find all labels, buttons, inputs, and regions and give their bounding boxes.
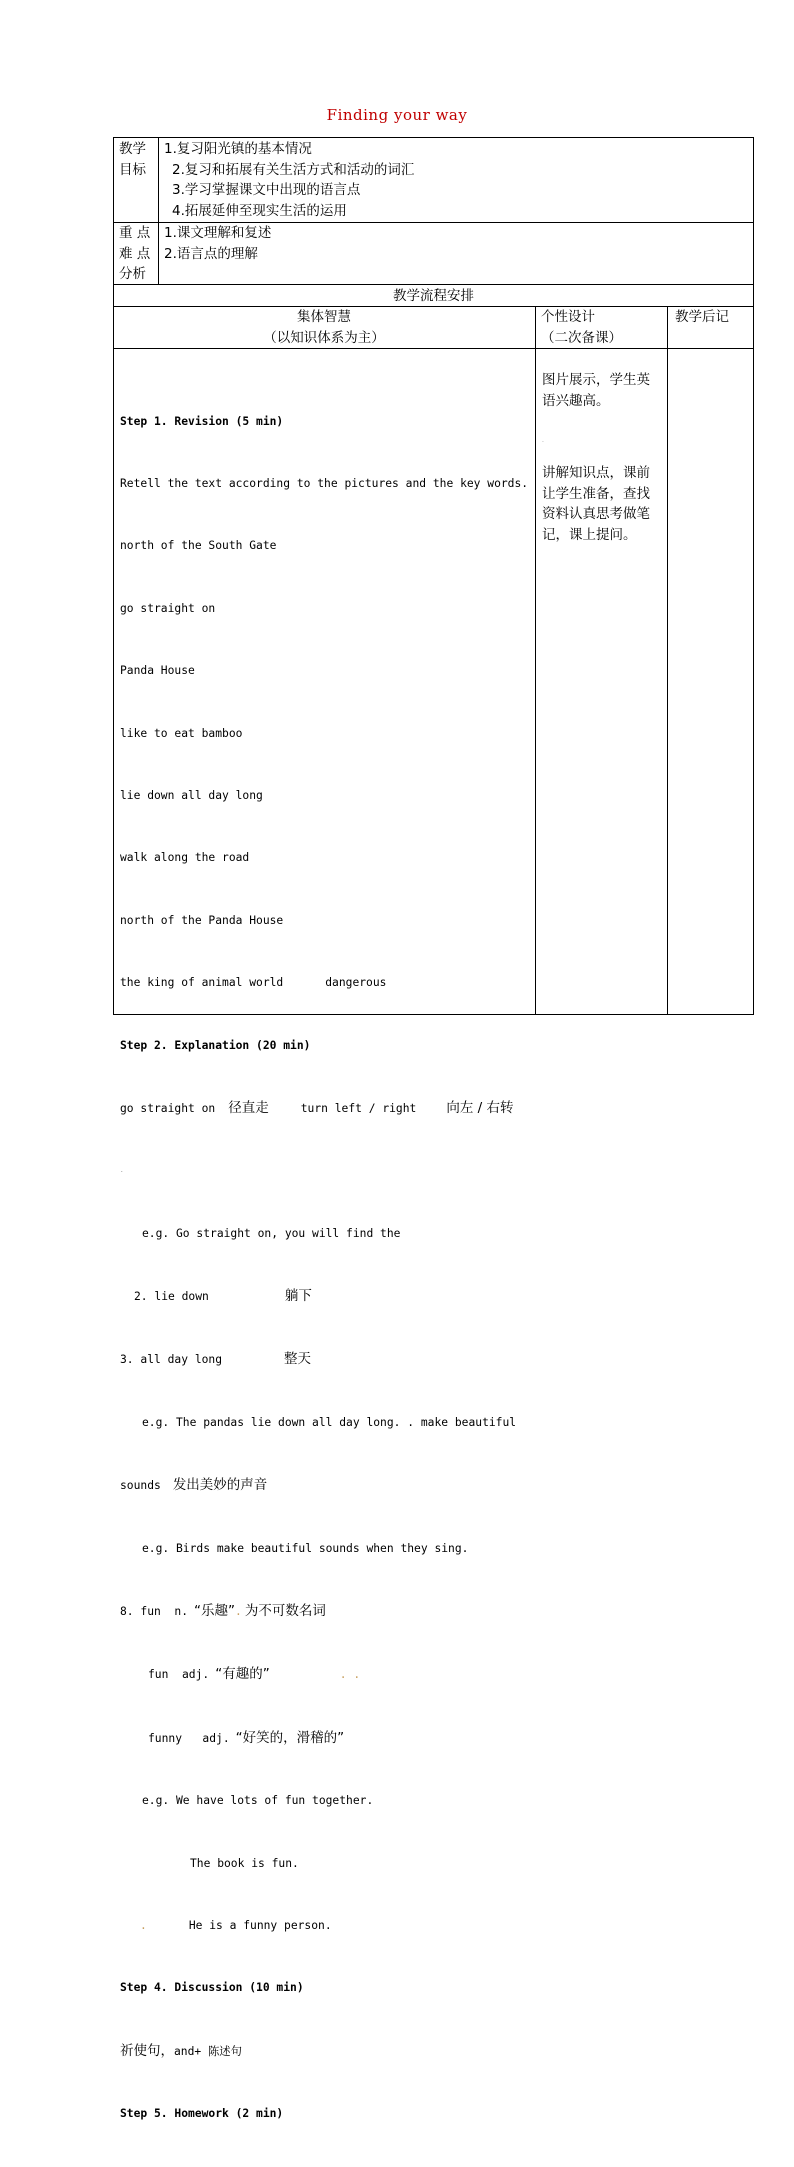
content-line [120, 1286, 528, 1308]
main-column-header [113, 307, 535, 348]
content-line: go straight on [120, 601, 216, 615]
key-point-item: 1.课文理解和复述 [164, 225, 272, 241]
personal-note-line: 讲解知识点，课前 [542, 465, 650, 481]
translation: 发出美妙的声音 [172, 1477, 268, 1494]
content-line [120, 1791, 528, 1812]
vocab-phrase: the king of animal world [120, 976, 284, 990]
step-heading: Step 1. Revision (5 min) [120, 414, 284, 428]
content-line [120, 1854, 528, 1875]
column-divider [535, 306, 536, 1015]
grammar-note: 祈使句， [120, 2042, 174, 2059]
vocab-word: dangerous [325, 976, 387, 990]
key-points-label-line: 分析 [119, 266, 146, 282]
spacer [542, 451, 650, 463]
notes-column-header: 教学后记 [675, 309, 729, 325]
vocab-phrase: 2. lie down [134, 1290, 209, 1304]
content-line: north of the Panda House [120, 913, 284, 927]
objective-item: 3.学习掌握课文中出现的语言点 [172, 182, 361, 198]
step-heading: Step 2. Explanation (20 min) [120, 1038, 311, 1052]
content-line [120, 973, 528, 994]
row-divider [113, 284, 754, 285]
content-line [120, 1539, 528, 1560]
personal-column-title: 个性设计 [541, 309, 595, 325]
content-line: north of the South Gate [120, 539, 277, 553]
content-line [120, 1475, 528, 1497]
content-line [120, 1349, 528, 1371]
personal-note-line: 语兴趣高。 [542, 392, 610, 409]
content-line: like to eat bamboo [120, 726, 243, 740]
example-sentence: The book is fun. [190, 1856, 299, 1870]
translation: 躺下 [284, 1288, 312, 1305]
table-border-right [753, 137, 754, 1015]
decorative-dot: . [235, 1605, 242, 1619]
key-points-list [164, 223, 271, 264]
vocab-phrase: funny adj. [148, 1731, 230, 1745]
example-sentence: He is a funny person. [188, 1918, 332, 1932]
column-divider [667, 306, 668, 1015]
table-border-left [113, 137, 114, 1015]
objective-item: 2.复习和拓展有关生活方式和活动的词汇 [172, 161, 415, 178]
objectives-list [164, 139, 414, 221]
main-column-title: 集体智慧 [297, 309, 351, 325]
grammar-note: 为不可数名词 [244, 1603, 326, 1620]
flow-header: 教学流程安排 [393, 288, 474, 304]
grammar-note: and+ 陈述句 [174, 2044, 242, 2058]
objectives-label [119, 139, 146, 180]
content-line [120, 1601, 528, 1623]
example-sentence: e.g. We have lots of fun together. [142, 1794, 374, 1808]
content-line [120, 1728, 528, 1750]
personal-note-line: 让学生准备，查找 [542, 485, 650, 502]
vocab-phrase: fun adj. [148, 1668, 210, 1682]
decorative-dot: . . [339, 1668, 361, 1682]
objectives-label-line: 目标 [119, 161, 146, 178]
vocab-phrase: 3. all day long [120, 1353, 223, 1367]
step-heading: Step 4. Discussion (10 min) [120, 1981, 304, 1995]
content-line: . [120, 1167, 124, 1175]
personal-column-header [541, 307, 622, 348]
content-line [120, 2041, 528, 2063]
page-title: Finding your way [326, 106, 468, 124]
vocab-phrase: sounds [120, 1479, 161, 1493]
key-points-label-line: 难 点 [119, 245, 151, 262]
label-column-divider [158, 137, 159, 285]
personal-column-subtitle: （二次备课） [541, 329, 622, 346]
step-heading: Step 5. Homework (2 min) [120, 2107, 284, 2121]
content-line: walk along the road [120, 851, 250, 865]
content-line: Panda House [120, 664, 195, 678]
example-sentence: e.g. Birds make beautiful sounds when they sing. [142, 1541, 469, 1555]
row-divider [113, 348, 754, 349]
key-point-item: 2.语言点的理解 [164, 245, 258, 262]
translation: “有趣的” [215, 1666, 270, 1683]
content-line [120, 1916, 528, 1937]
personal-note-line: 图片展示，学生英 [542, 372, 650, 388]
main-column-subtitle: （以知识体系为主） [263, 329, 385, 346]
translation: 整天 [284, 1351, 312, 1368]
content-line: lie down all day long [120, 788, 263, 802]
spacer [542, 411, 650, 431]
translation: 向左 / 右转 [446, 1099, 514, 1116]
personal-design-notes [542, 370, 650, 545]
objectives-label-line: 教学 [119, 141, 146, 157]
translation: 径直走 [228, 1099, 269, 1116]
translation: “乐趣” [194, 1603, 236, 1620]
content-line [120, 1413, 528, 1434]
table-border-top [113, 137, 754, 138]
objective-item: 4.拓展延伸至现实生活的运用 [172, 202, 347, 219]
content-line [120, 1664, 528, 1686]
objective-item: 1.复习阳光镇的基本情况 [164, 141, 312, 157]
key-points-label-line: 重 点 [119, 225, 151, 241]
decorative-dot: . [140, 1918, 147, 1932]
main-content [120, 370, 528, 2167]
example-sentence: e.g. Go straight on, you will find the [142, 1226, 401, 1240]
content-line: Retell the text according to the pictures and the key words. [120, 476, 529, 490]
content-line [120, 1098, 528, 1120]
example-sentence: e.g. The pandas lie down all day long. . make beautiful [142, 1415, 517, 1429]
personal-note-line: 记，课上提问。 [542, 526, 637, 543]
vocab-phrase: turn left / right [300, 1101, 417, 1115]
decorative-dot: . [542, 437, 544, 444]
personal-note-line: 资料认真思考做笔 [542, 506, 650, 522]
translation: “好笑的，滑稽的” [235, 1729, 345, 1746]
key-points-label [119, 223, 150, 285]
vocab-phrase: go straight on [120, 1101, 216, 1115]
vocab-phrase: 8. fun n. [120, 1605, 189, 1619]
content-line [120, 1224, 528, 1245]
